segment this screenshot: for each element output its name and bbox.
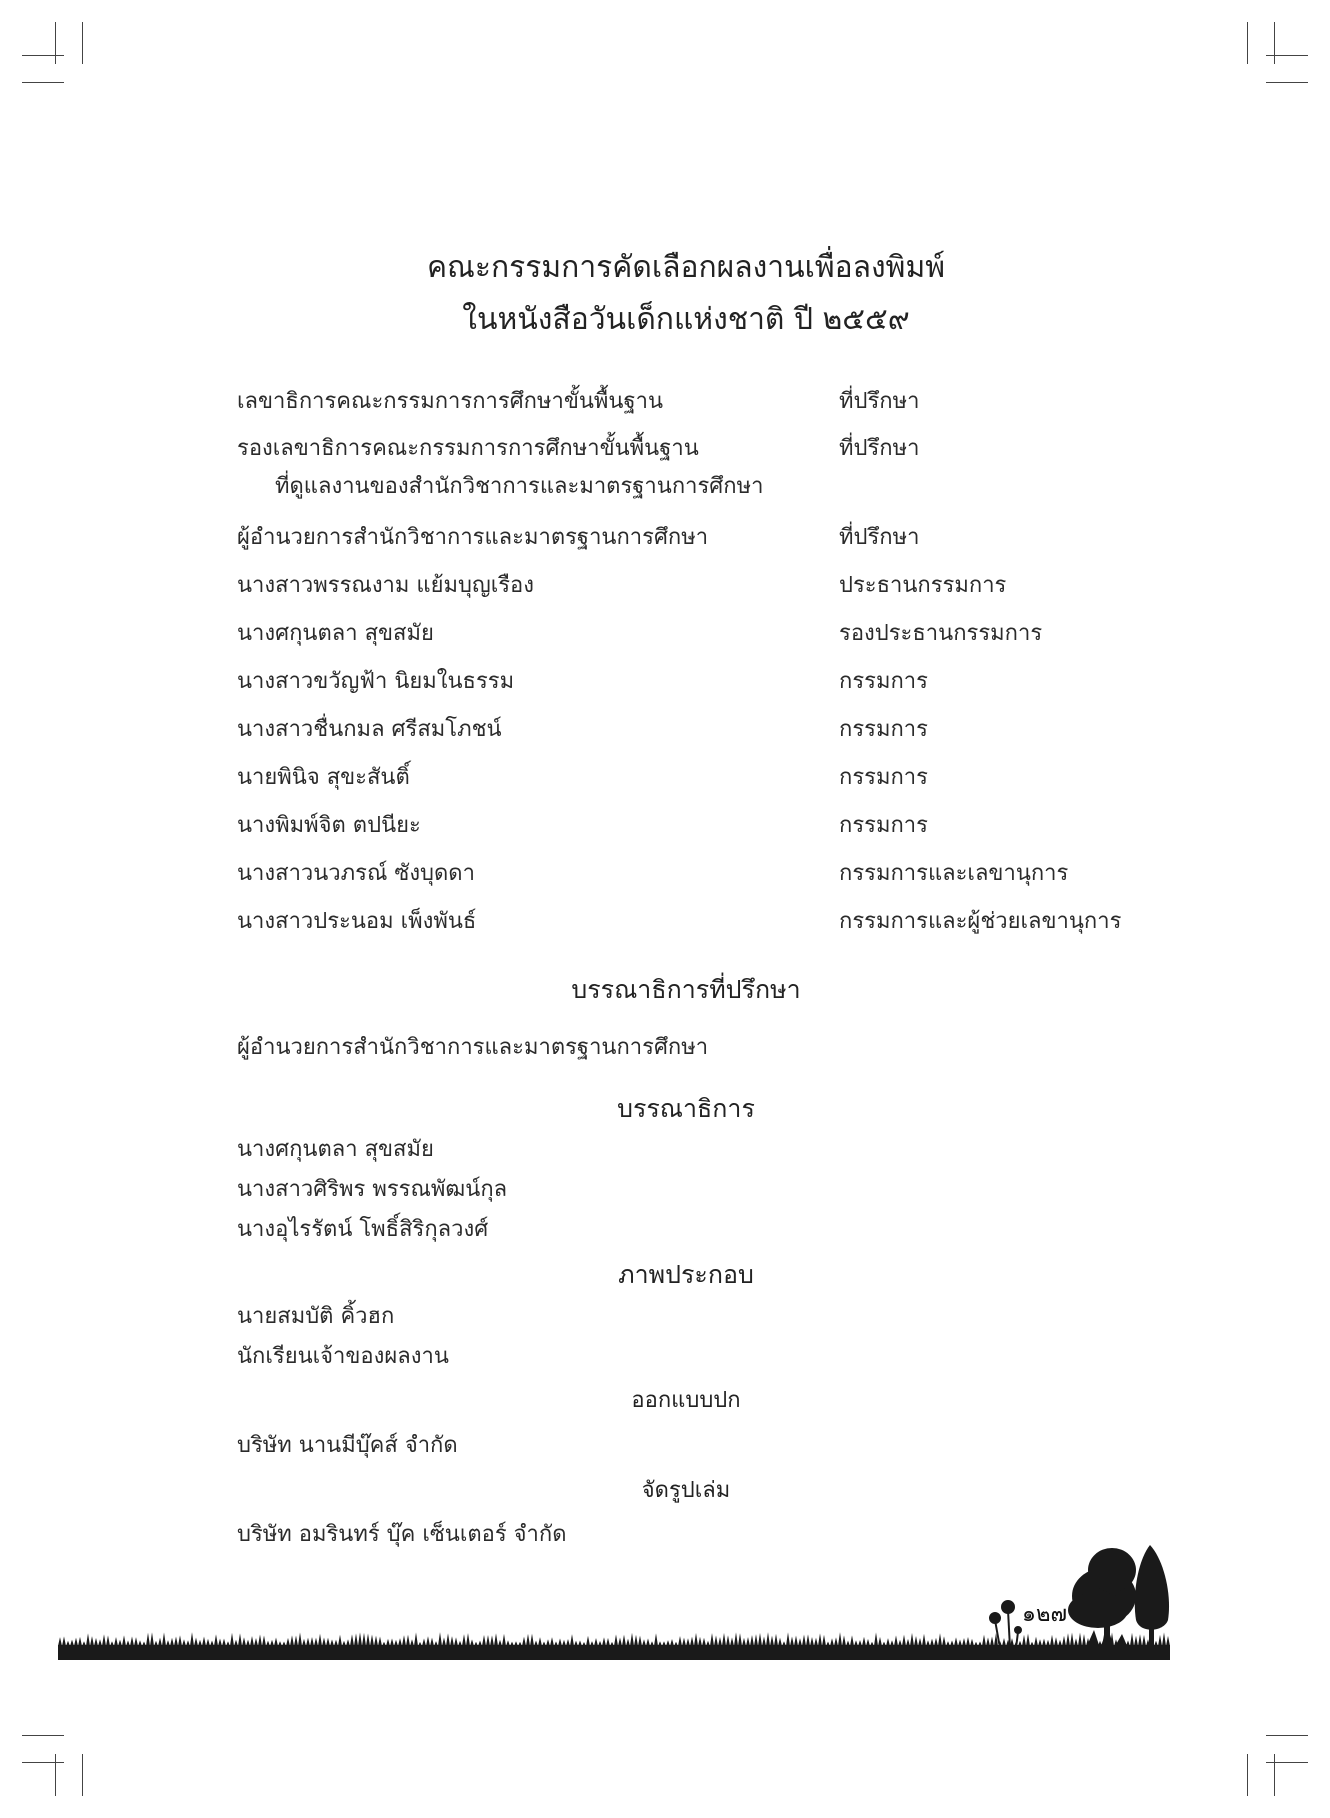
member-role: ที่ปรึกษา [839,436,920,461]
member-name: นางพิมพ์จิต ตปนียะ [237,813,421,838]
illustrator-name: นักเรียนเจ้าของผลงาน [237,1344,449,1369]
illustrator-name: นายสมบัติ คิ้วฮก [237,1304,395,1329]
title-line-1: คณะกรรมการคัดเลือกผลงานเพื่อลงพิมพ์ [426,250,946,285]
member-role: กรรมการและเลขานุการ [839,861,1069,886]
advisory-editor-heading: บรรณาธิการที่ปรึกษา [571,975,801,1004]
member-name: เลขาธิการคณะกรรมการการศึกษาขั้นพื้นฐาน [237,389,663,414]
editor-name: นางศกุนตลา สุขสมัย [237,1137,434,1162]
editor-name: นางอุไรรัตน์ โพธิ์สิริกุลวงศ์ [237,1217,489,1242]
bush-silhouette-icon [1068,1548,1136,1648]
member-role: ที่ปรึกษา [839,389,920,414]
member-name: ผู้อำนวยการสำนักวิชาการและมาตรฐานการศึกษา [237,525,709,550]
member-role: ประธานกรรมการ [839,573,1007,598]
illustrations-heading: ภาพประกอบ [618,1260,754,1289]
member-role: กรรมการ [839,765,928,790]
member-role: กรรมการและผู้ช่วยเลขานุการ [839,909,1122,934]
member-role: กรรมการ [839,813,928,838]
member-name: นายพินิจ สุขะสันติ์ [237,765,410,790]
cover-design-heading: ออกแบบปก [631,1388,741,1413]
member-role: กรรมการ [839,717,928,742]
page-number: ๑๒๗ [1022,1602,1068,1627]
dandelion-icon [990,1601,1021,1648]
editor-name: นางสาวศิริพร พรรณพัฒน์กุล [237,1177,508,1202]
editors-heading: บรรณาธิการ [617,1094,755,1123]
member-name: นางสาวนวภรณ์ ซังบุดดา [237,861,475,886]
member-name: นางศกุนตลา สุขสมัย [237,621,434,646]
member-name: นางสาวประนอม เพ็งพันธ์ [237,909,477,934]
member-role: ที่ปรึกษา [839,525,920,550]
member-name: นางสาวชื่นกมล ศรีสมโภชน์ [237,717,502,742]
member-role: รองประธานกรรมการ [839,621,1043,646]
advisory-editor-name: ผู้อำนวยการสำนักวิชาการและมาตรฐานการศึกษา [237,1035,709,1060]
member-name: นางสาวพรรณงาม แย้มบุญเรือง [237,573,534,598]
member-role: กรรมการ [839,669,928,694]
member-name-continuation: ที่ดูแลงานของสำนักวิชาการและมาตรฐานการศึกษา [275,474,764,499]
layout-design-heading: จัดรูปเล่ม [641,1478,731,1503]
title-line-2: ในหนังสือวันเด็กแห่งชาติ ปี ๒๕๕๙ [462,302,910,337]
cover-designer-name: บริษัท นานมีบุ๊คส์ จำกัด [237,1433,458,1458]
member-name: รองเลขาธิการคณะกรรมการการศึกษาขั้นพื้นฐาน [237,436,699,461]
layout-designer-name: บริษัท อมรินทร์ บุ๊ค เซ็นเตอร์ จำกัด [237,1522,567,1547]
member-name: นางสาวขวัญฟ้า นิยมในธรรม [237,669,515,694]
grass-strip [58,1632,1170,1660]
